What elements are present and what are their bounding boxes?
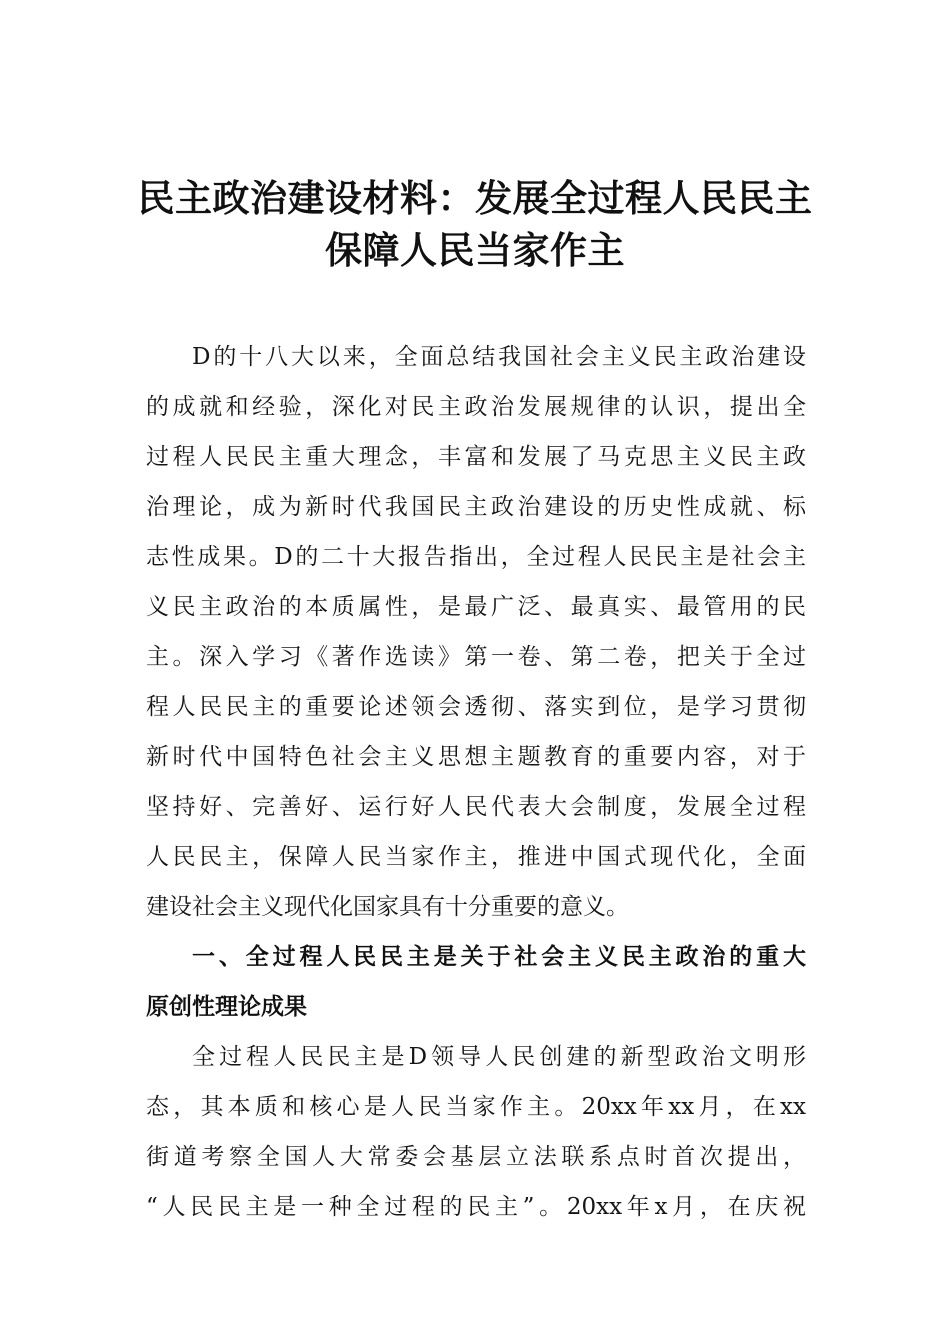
document-title [0, 172, 950, 276]
paragraph-line: 程人民民主的重要论述领会透彻、落实到位，是学习贯彻 [146, 694, 806, 720]
paragraph-line: “人民民主是一种全过程的民主”。20xx年x月，在庆祝 [146, 1194, 806, 1220]
paragraph-line: 的成就和经验，深化对民主政治发展规律的认识，提出全 [146, 394, 806, 420]
heading-line: 原创性理论成果 [146, 994, 307, 1020]
section-heading-1 [146, 932, 806, 1032]
title-line-1: 民主政治建设材料：发展全过程人民民主 [137, 176, 813, 220]
paragraph-line: 主。深入学习《著作选读》第一卷、第二卷，把关于全过 [146, 644, 806, 670]
paragraph-line: D的十八大以来，全面总结我国社会主义民主政治建设 [192, 344, 806, 370]
paragraph-line: 治理论，成为新时代我国民主政治建设的历史性成就、标 [146, 494, 806, 520]
paragraph-line: 志性成果。D的二十大报告指出，全过程人民民主是社会主 [146, 544, 806, 570]
title-line-2: 保障人民当家作主 [325, 228, 625, 272]
paragraph-intro [146, 332, 806, 932]
document-body [146, 332, 806, 1232]
paragraph-line: 街道考察全国人大常委会基层立法联系点时首次提出， [146, 1144, 806, 1170]
heading-line: 一、全过程人民民主是关于社会主义民主政治的重大 [192, 944, 806, 970]
paragraph-line: 全过程人民民主是D领导人民创建的新型政治文明形 [192, 1044, 806, 1070]
paragraph-line: 过程人民民主重大理念，丰富和发展了马克思主义民主政 [146, 444, 806, 470]
paragraph-line: 人民民主，保障人民当家作主，推进中国式现代化，全面 [146, 844, 806, 870]
paragraph-line: 新时代中国特色社会主义思想主题教育的重要内容，对于 [146, 744, 806, 770]
paragraph-line: 义民主政治的本质属性，是最广泛、最真实、最管用的民 [146, 594, 806, 620]
paragraph-line: 建设社会主义现代化国家具有十分重要的意义。 [146, 894, 629, 920]
paragraph-section-1 [146, 1032, 806, 1232]
paragraph-line: 态，其本质和核心是人民当家作主。20xx年xx月，在xx [146, 1094, 806, 1120]
paragraph-line: 坚持好、完善好、运行好人民代表大会制度，发展全过程 [146, 794, 806, 820]
